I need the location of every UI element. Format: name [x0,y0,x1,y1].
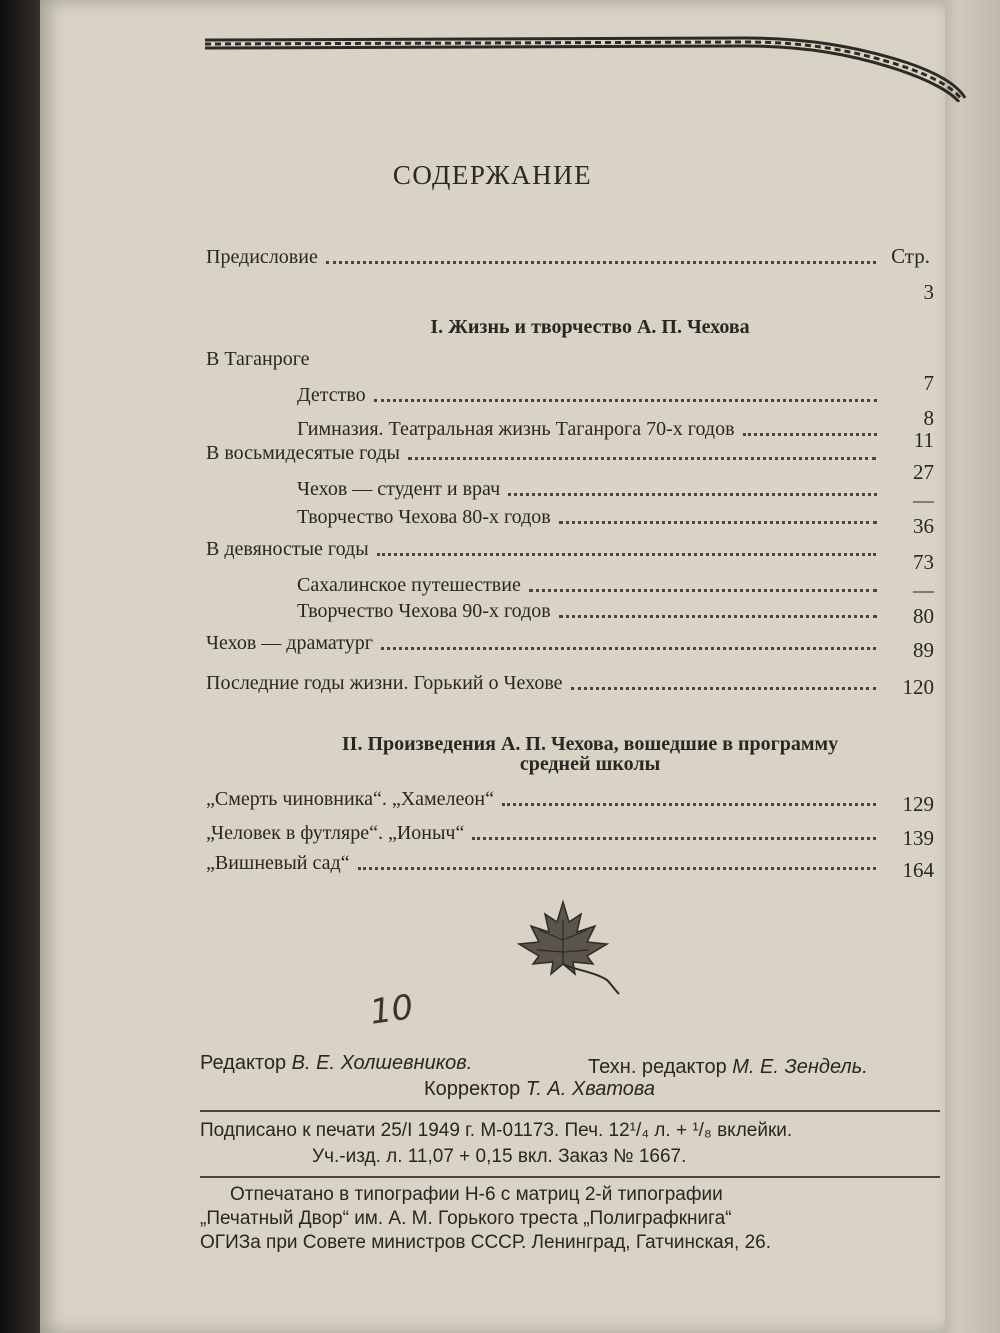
leader-dots [374,399,877,402]
toc-page: 8 [923,406,934,430]
part-2-heading-line1: II. Произведения А. П. Чехова, вошедшие в программу [341,733,839,755]
toc-page: 3 [923,280,934,304]
toc-label: Последние годы жизни. Горький о Чехове [206,672,563,694]
toc-row [297,574,887,597]
toc-page: 27 [913,460,934,484]
leader-dots [381,647,876,650]
toc-row [297,506,887,529]
tech-editor-name: М. Е. Зендель. [732,1056,868,1078]
toc-page: 73 [913,550,934,574]
printer-line-2: „Печатный Двор“ им. А. М. Горького треста „Полиграфкнига“ [200,1208,732,1229]
toc-page: 80 [913,604,934,628]
toc-page: 129 [902,792,934,816]
toc-row [297,384,887,407]
next-page-edge [940,0,1000,1333]
toc-row [206,852,886,875]
toc-label: Предисловие [206,246,318,268]
page-title: СОДЕРЖАНИЕ [392,160,593,190]
toc-label: В восьмидесятые годы [206,442,400,464]
toc-page: 139 [902,826,934,850]
toc-row-preface [206,246,886,269]
toc-page: 7 [923,371,934,395]
divider [200,1110,940,1112]
toc-label: Чехов — студент и врач [297,478,501,500]
book-page [40,0,945,1333]
toc-page: 36 [913,514,934,538]
tech-editor-label: Техн. редактор [588,1056,727,1078]
toc-row [206,348,906,371]
corrector-label: Корректор [424,1078,521,1100]
toc-label: Детство [297,384,366,406]
header-ornament [205,32,970,102]
divider [200,1176,940,1178]
toc-page: — [913,488,934,512]
toc-row [297,600,887,623]
toc-label: „Вишневый сад“ [206,852,350,874]
handwritten-mark: 10 [367,987,416,1033]
toc-page: 164 [902,858,934,882]
printer-line-1: Отпечатано в типографии Н-6 с матриц 2-й типографии [230,1184,723,1205]
toc-page: — [913,578,934,602]
leader-dots [529,589,877,592]
volume-line: Уч.-изд. л. 11,07 + 0,15 вкл. Заказ № 1667. [312,1146,687,1167]
toc-label: В Таганроге [206,348,310,370]
printer-line-3: ОГИЗа при Совете министров СССР. Ленинград, Гатчинская, 26. [200,1232,772,1253]
leader-dots [508,493,877,496]
toc-page: 120 [902,675,934,699]
leader-dots [571,687,876,690]
toc-row [206,672,886,695]
toc-page: 89 [913,638,934,662]
signed-line: Подписано к печати 25/I 1949 г. М-01173. Печ. 12¹/₄ л. + ¹/₈ вклейки. [200,1120,793,1141]
toc-label: Творчество Чехова 90-х годов [297,600,551,622]
toc-row [206,632,886,655]
tech-editor-line [588,1056,868,1079]
maple-leaf-icon [515,900,625,1000]
editor-line [200,1052,472,1075]
corrector-line [424,1078,655,1101]
toc-label: Творчество Чехова 80-х годов [297,506,551,528]
toc-row [206,442,886,465]
toc-label: „Человек в футляре“. „Ионыч“ [206,822,465,844]
leader-dots [502,803,876,806]
toc-row [297,418,887,441]
toc-row [206,788,886,811]
toc-row [206,538,886,561]
leader-dots [358,867,876,870]
toc-row [206,822,886,845]
toc-row [297,478,887,501]
leader-dots [377,553,876,556]
part-2-heading-line2: средней школы [519,753,661,775]
toc-page: 11 [913,428,934,452]
toc-label: Сахалинское путешествие [297,574,521,596]
editor-label: Редактор [200,1052,287,1074]
leader-dots [472,837,876,840]
toc-label: „Смерть чиновника“. „Хамелеон“ [206,788,494,810]
leader-dots [559,615,877,618]
toc-label: Чехов — драматург [206,632,373,654]
leader-dots [326,261,876,264]
page-column-label: Стр. [891,244,930,268]
part-1-heading: I. Жизнь и творчество А. П. Чехова [430,316,750,338]
editor-name: В. Е. Холшевников. [291,1052,473,1074]
toc-label: В девяностые годы [206,538,369,560]
corrector-name: Т. А. Хватова [525,1078,656,1100]
leader-dots [408,457,876,460]
toc-label: Гимназия. Театральная жизнь Таганрога 70-х годов [297,418,735,440]
leader-dots [743,433,877,436]
leader-dots [559,521,877,524]
